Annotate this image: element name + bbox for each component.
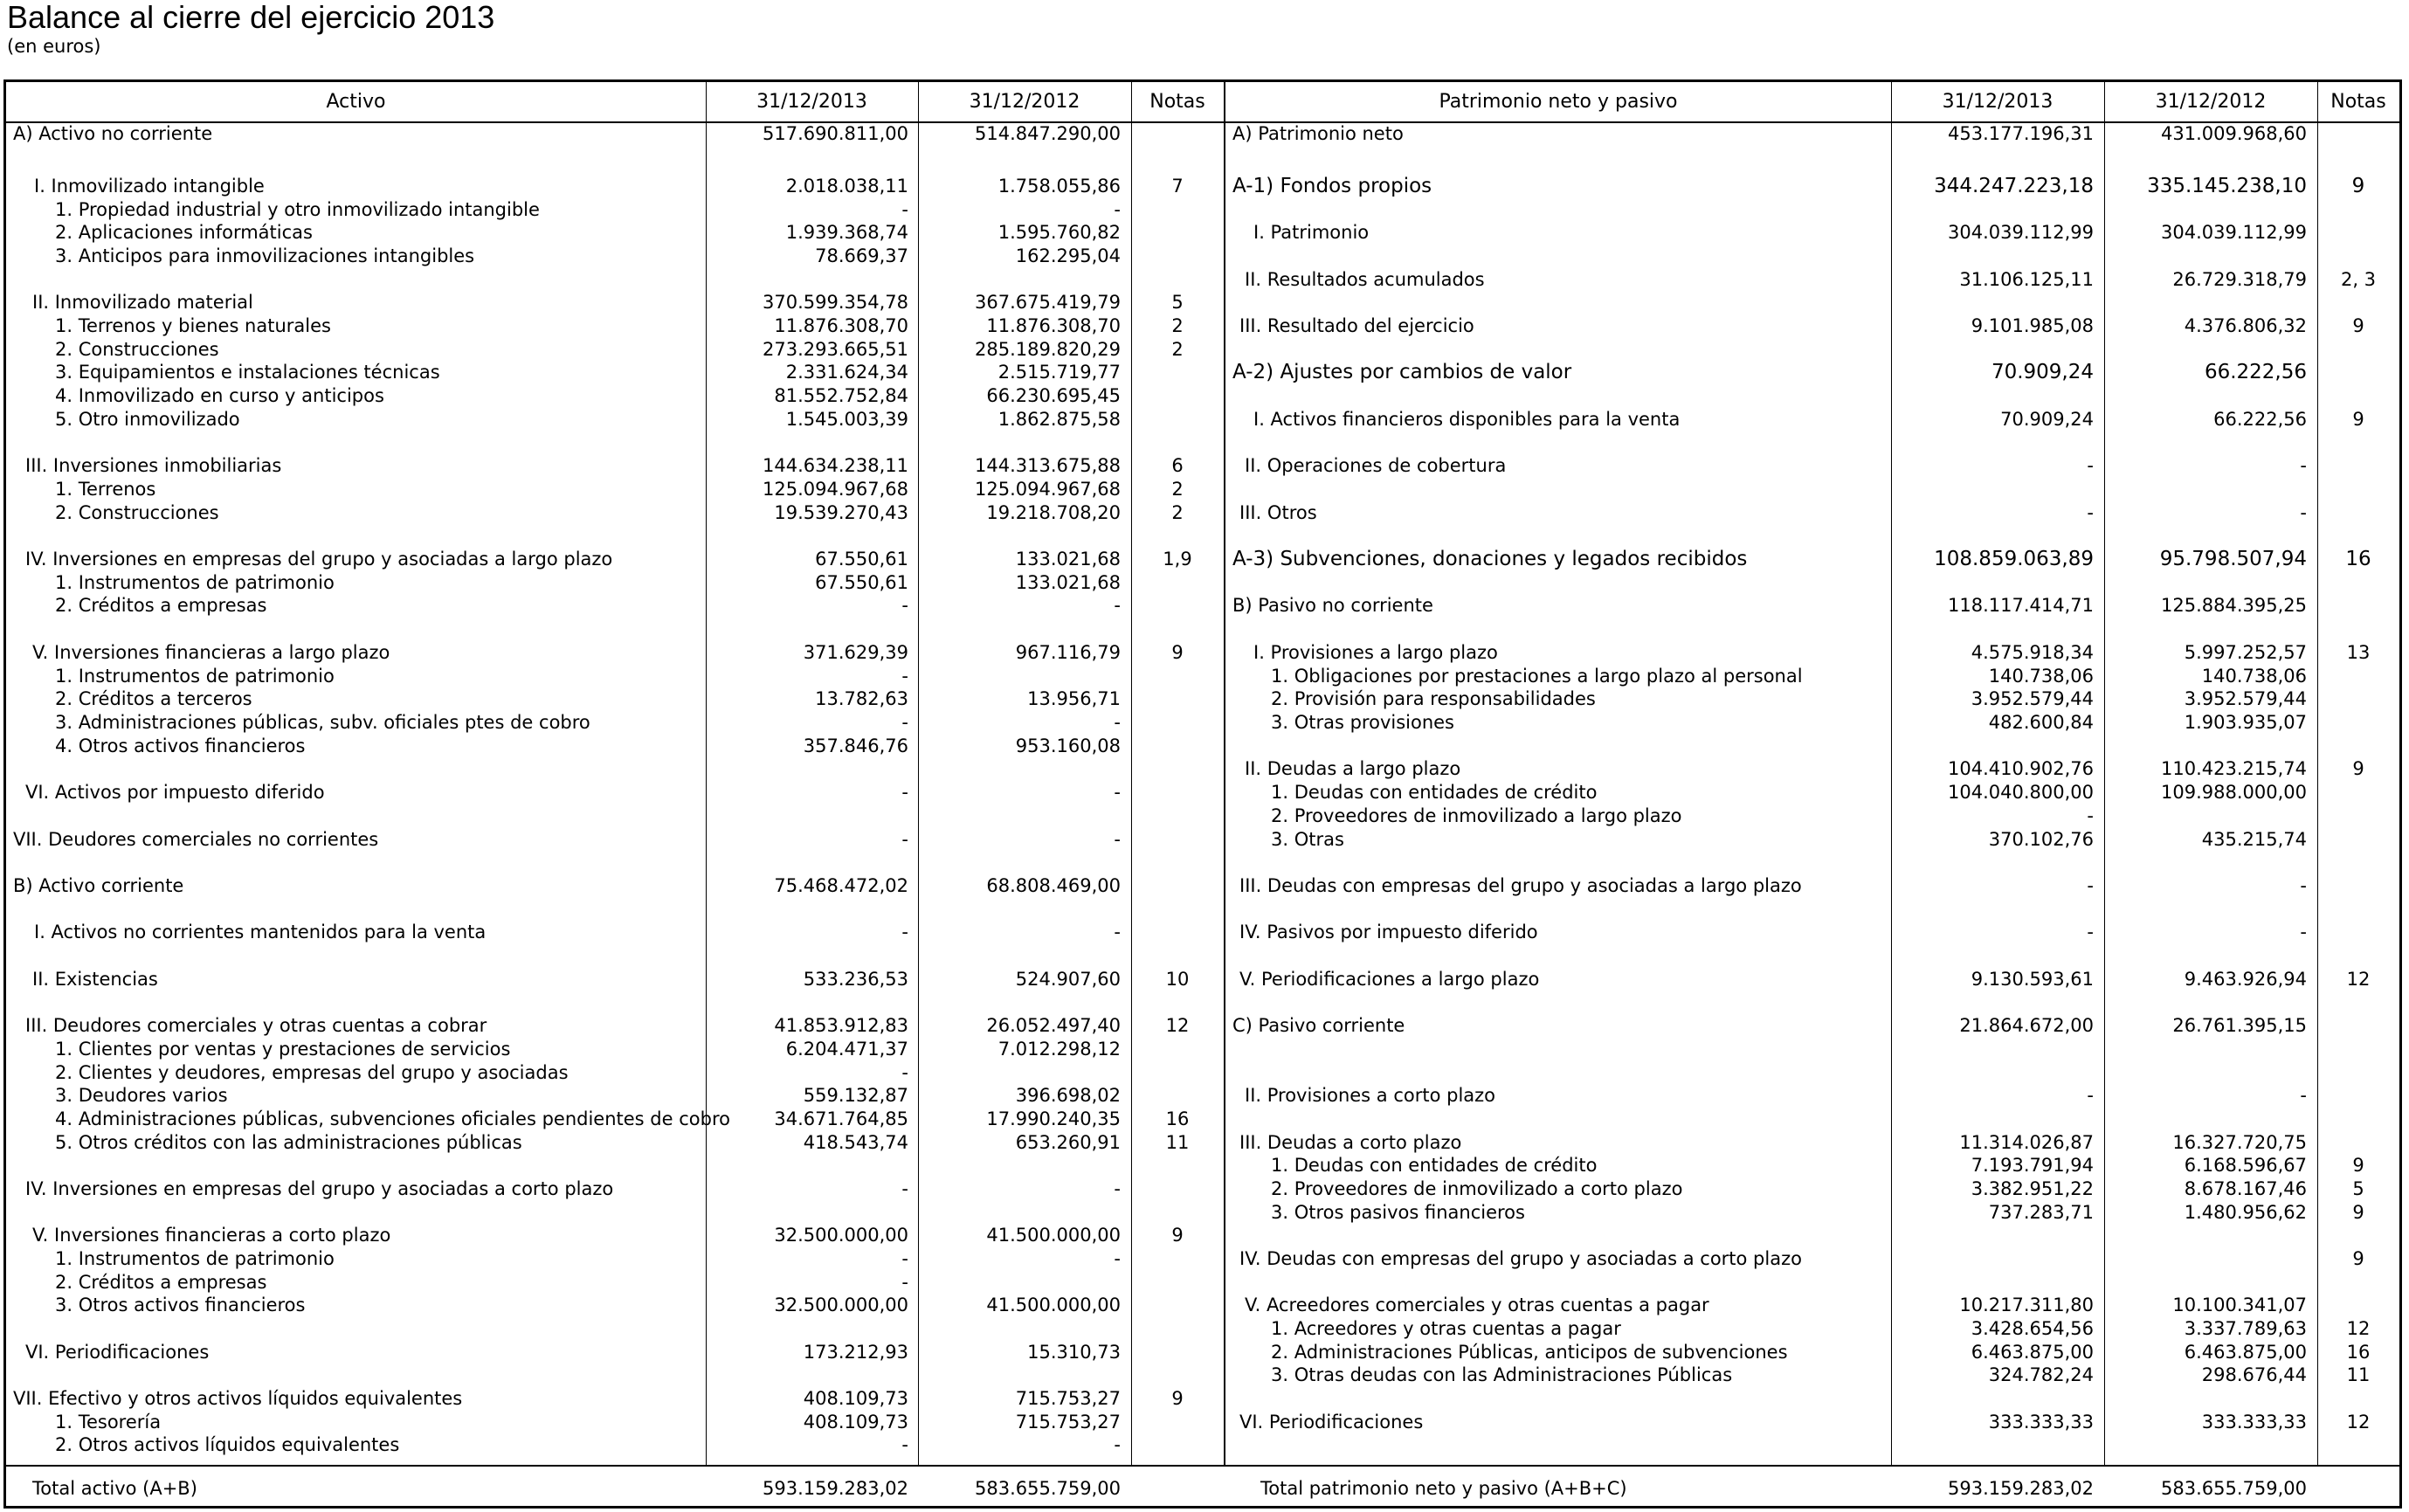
pasivo-value-2012: 10.100.341,07 xyxy=(2172,1295,2307,1315)
activo-row-label: V. Inversiones financieras a largo plazo xyxy=(32,642,390,663)
pasivo-value-2013: - xyxy=(2087,875,2094,896)
activo-value-2013: 408.109,73 xyxy=(803,1388,908,1409)
activo-value-2013: 408.109,73 xyxy=(803,1412,908,1433)
activo-notas: 9 xyxy=(1171,1225,1184,1246)
pasivo-value-2012: 4.376.806,32 xyxy=(2184,315,2307,336)
pasivo-value-2013: 453.177.196,31 xyxy=(1948,123,2094,144)
activo-value-2012: 162.295,04 xyxy=(1015,245,1121,266)
activo-value-2012: 2.515.719,77 xyxy=(997,362,1121,383)
pasivo-value-2012: - xyxy=(2300,455,2307,476)
activo-row-label: VII. Deudores comerciales no corrientes xyxy=(13,829,379,850)
column-divider xyxy=(1131,82,1132,1465)
pasivo-value-2012: 26.761.395,15 xyxy=(2172,1015,2307,1036)
total-activo-2012: 583.655.759,00 xyxy=(975,1478,1121,1499)
activo-value-2012: - xyxy=(1114,1178,1121,1199)
pasivo-value-2013: 104.410.902,76 xyxy=(1948,758,2094,779)
activo-row-label: 2. Construcciones xyxy=(55,502,219,523)
pasivo-value-2012: 95.798.507,94 xyxy=(2159,548,2307,570)
activo-value-2012: - xyxy=(1114,829,1121,850)
pasivo-value-2013: 324.782,24 xyxy=(1988,1364,2094,1385)
pasivo-row-label: II. Provisiones a corto plazo xyxy=(1245,1085,1496,1106)
activo-row-label: 4. Administraciones públicas, subvenciones oficiales pendientes de cobro xyxy=(55,1108,730,1129)
totals-divider xyxy=(6,1465,2399,1467)
pasivo-value-2012: 16.327.720,75 xyxy=(2172,1132,2307,1153)
activo-row-label: 2. Aplicaciones informáticas xyxy=(55,222,313,243)
pasivo-value-2012: - xyxy=(2300,502,2307,523)
activo-value-2013: - xyxy=(901,782,908,803)
activo-row-label: 3. Otros activos financieros xyxy=(55,1295,306,1315)
pasivo-value-2013: 3.428.654,56 xyxy=(1971,1318,2094,1339)
pasivo-value-2012: 304.039.112,99 xyxy=(2161,222,2307,243)
activo-row-label: 2. Construcciones xyxy=(55,339,219,360)
activo-row-label: 3. Anticipos para inmovilizaciones intangibles xyxy=(55,245,475,266)
activo-row-label: IV. Inversiones en empresas del grupo y asociadas a corto plazo xyxy=(25,1178,614,1199)
pasivo-row-label: I. Patrimonio xyxy=(1253,222,1370,243)
activo-notas: 6 xyxy=(1171,455,1184,476)
pasivo-row-label: IV. Deudas con empresas del grupo y asociadas a corto plazo xyxy=(1239,1248,1802,1269)
activo-value-2012: - xyxy=(1114,199,1121,220)
pasivo-value-2013: - xyxy=(2087,922,2094,942)
pasivo-notas: 12 xyxy=(2346,969,2371,990)
activo-row-label: III. Deudores comerciales y otras cuentas a cobrar xyxy=(25,1015,487,1036)
activo-value-2012: 1.862.875,58 xyxy=(997,409,1121,430)
pasivo-value-2013: 70.909,24 xyxy=(1991,361,2094,383)
header-left-2013: 31/12/2013 xyxy=(756,91,867,113)
activo-row-label: IV. Inversiones en empresas del grupo y asociadas a largo plazo xyxy=(25,549,613,570)
activo-value-2013: 67.550,61 xyxy=(815,572,908,593)
pasivo-notas: 9 xyxy=(2352,1155,2364,1176)
pasivo-value-2012: 140.738,06 xyxy=(2201,666,2307,687)
pasivo-row-label: III. Resultado del ejercicio xyxy=(1239,315,1474,336)
activo-value-2013: 1.545.003,39 xyxy=(785,409,908,430)
pasivo-row-label: III. Deudas con empresas del grupo y asociadas a largo plazo xyxy=(1239,875,1802,896)
pasivo-notas: 2, 3 xyxy=(2340,269,2377,290)
pasivo-value-2012: 431.009.968,60 xyxy=(2161,123,2307,144)
activo-value-2013: 144.634.238,11 xyxy=(763,455,908,476)
header-left-notas: Notas xyxy=(1149,91,1205,113)
activo-value-2012: 144.313.675,88 xyxy=(975,455,1121,476)
activo-row-label: VI. Activos por impuesto diferido xyxy=(25,782,325,803)
activo-value-2013: 67.550,61 xyxy=(815,549,908,570)
pasivo-notas: 9 xyxy=(2352,1202,2364,1223)
activo-row-label: 1. Clientes por ventas y prestaciones de servicios xyxy=(55,1039,511,1060)
header-right-notas: Notas xyxy=(2330,91,2386,113)
pasivo-notas: 9 xyxy=(2352,409,2364,430)
pasivo-value-2012: - xyxy=(2300,1085,2307,1106)
activo-value-2012: 41.500.000,00 xyxy=(986,1225,1121,1246)
activo-row-label: 1. Terrenos y bienes naturales xyxy=(55,315,331,336)
pasivo-value-2012: 3.952.579,44 xyxy=(2184,688,2307,709)
pasivo-notas: 9 xyxy=(2352,758,2364,779)
activo-value-2013: 517.690.811,00 xyxy=(763,123,908,144)
activo-notas: 9 xyxy=(1171,642,1184,663)
pasivo-value-2013: 11.314.026,87 xyxy=(1959,1132,2094,1153)
activo-value-2013: - xyxy=(901,199,908,220)
activo-row-label: VII. Efectivo y otros activos líquidos equivalentes xyxy=(13,1388,463,1409)
pasivo-value-2013: 118.117.414,71 xyxy=(1948,595,2094,616)
activo-row-label: 1. Instrumentos de patrimonio xyxy=(55,1248,335,1269)
pasivo-value-2012: 298.676,44 xyxy=(2201,1364,2307,1385)
activo-row-label: I. Activos no corrientes mantenidos para la venta xyxy=(34,922,487,942)
pasivo-row-label: A-2) Ajustes por cambios de valor xyxy=(1232,361,1572,383)
pasivo-value-2013: 3.382.951,22 xyxy=(1971,1178,2094,1199)
activo-row-label: 5. Otros créditos con las administraciones públicas xyxy=(55,1132,522,1153)
pasivo-value-2012: - xyxy=(2300,922,2307,942)
pasivo-row-label: A-3) Subvenciones, donaciones y legados recibidos xyxy=(1232,548,1748,570)
pasivo-row-label: A-1) Fondos propios xyxy=(1232,175,1432,197)
pasivo-row-label: 1. Deudas con entidades de crédito xyxy=(1271,782,1598,803)
activo-value-2013: 19.539.270,43 xyxy=(774,502,908,523)
pasivo-notas: 12 xyxy=(2346,1318,2371,1339)
activo-row-label: 1. Instrumentos de patrimonio xyxy=(55,572,335,593)
activo-value-2013: - xyxy=(901,1178,908,1199)
pasivo-value-2013: 737.283,71 xyxy=(1988,1202,2094,1223)
pasivo-value-2012: 3.337.789,63 xyxy=(2184,1318,2307,1339)
activo-value-2012: 514.847.290,00 xyxy=(975,123,1121,144)
pasivo-value-2013: 9.130.593,61 xyxy=(1971,969,2094,990)
page-title: Balance al cierre del ejercicio 2013 xyxy=(7,0,495,35)
activo-value-2012: 133.021,68 xyxy=(1015,549,1121,570)
activo-value-2013: - xyxy=(901,712,908,733)
activo-row-label: 1. Tesorería xyxy=(55,1412,162,1433)
pasivo-value-2013: 140.738,06 xyxy=(1988,666,2094,687)
pasivo-value-2012: 66.222,56 xyxy=(2213,409,2307,430)
pasivo-row-label: 1. Obligaciones por prestaciones a largo plazo al personal xyxy=(1271,666,1803,687)
activo-row-label: II. Existencias xyxy=(32,969,158,990)
activo-row-label: VI. Periodificaciones xyxy=(25,1342,210,1363)
activo-value-2012: 715.753,27 xyxy=(1015,1388,1121,1409)
pasivo-value-2013: 344.247.223,18 xyxy=(1934,175,2094,197)
activo-notas: 2 xyxy=(1171,315,1184,336)
activo-notas: 9 xyxy=(1171,1388,1184,1409)
pasivo-row-label: I. Provisiones a largo plazo xyxy=(1253,642,1498,663)
pasivo-notas: 16 xyxy=(2346,1342,2371,1363)
total-pasivo-2012: 583.655.759,00 xyxy=(2161,1478,2307,1499)
activo-notas: 2 xyxy=(1171,479,1184,500)
pasivo-row-label: 1. Deudas con entidades de crédito xyxy=(1271,1155,1598,1176)
activo-value-2012: - xyxy=(1114,922,1121,942)
pasivo-value-2013: 4.575.918,34 xyxy=(1971,642,2094,663)
activo-row-label: B) Activo corriente xyxy=(13,875,184,896)
activo-value-2012: 125.094.967,68 xyxy=(975,479,1121,500)
activo-notas: 11 xyxy=(1165,1132,1190,1153)
activo-value-2013: 2.018.038,11 xyxy=(785,176,908,197)
activo-value-2013: 370.599.354,78 xyxy=(763,292,908,313)
activo-value-2013: - xyxy=(901,1272,908,1293)
activo-value-2013: 418.543,74 xyxy=(803,1132,908,1153)
pasivo-value-2013: - xyxy=(2087,805,2094,826)
pasivo-row-label: VI. Periodificaciones xyxy=(1239,1412,1424,1433)
activo-row-label: 1. Instrumentos de patrimonio xyxy=(55,666,335,687)
activo-row-label: 2. Clientes y deudores, empresas del grupo y asociadas xyxy=(55,1062,569,1083)
activo-value-2013: - xyxy=(901,1248,908,1269)
activo-row-label: 4. Inmovilizado en curso y anticipos xyxy=(55,385,384,406)
pasivo-value-2013: 70.909,24 xyxy=(2000,409,2094,430)
pasivo-row-label: 3. Otras provisiones xyxy=(1271,712,1454,733)
activo-row-label: 1. Propiedad industrial y otro inmovilizado intangible xyxy=(55,199,540,220)
activo-value-2012: 953.160,08 xyxy=(1015,735,1121,756)
activo-value-2012: 19.218.708,20 xyxy=(986,502,1121,523)
activo-value-2012: 11.876.308,70 xyxy=(986,315,1121,336)
pasivo-value-2012: 125.884.395,25 xyxy=(2161,595,2307,616)
activo-value-2012: 13.956,71 xyxy=(1027,688,1121,709)
activo-value-2012: 7.012.298,12 xyxy=(997,1039,1121,1060)
activo-row-label: 2. Créditos a empresas xyxy=(55,1272,267,1293)
activo-value-2012: 715.753,27 xyxy=(1015,1412,1121,1433)
pasivo-value-2012: 1.903.935,07 xyxy=(2184,712,2307,733)
activo-notas: 2 xyxy=(1171,339,1184,360)
pasivo-row-label: I. Activos financieros disponibles para la venta xyxy=(1253,409,1681,430)
header-patrimonio: Patrimonio neto y pasivo xyxy=(1439,91,1678,113)
pasivo-row-label: II. Operaciones de cobertura xyxy=(1245,455,1507,476)
pasivo-value-2013: - xyxy=(2087,502,2094,523)
activo-value-2012: 1.595.760,82 xyxy=(997,222,1121,243)
pasivo-row-label: II. Deudas a largo plazo xyxy=(1245,758,1461,779)
activo-row-label: 2. Créditos a empresas xyxy=(55,595,267,616)
pasivo-row-label: IV. Pasivos por impuesto diferido xyxy=(1239,922,1538,942)
activo-value-2012: 41.500.000,00 xyxy=(986,1295,1121,1315)
pasivo-row-label: B) Pasivo no corriente xyxy=(1232,595,1433,616)
pasivo-notas: 9 xyxy=(2351,175,2365,197)
pasivo-value-2013: - xyxy=(2087,455,2094,476)
pasivo-value-2012: 435.215,74 xyxy=(2201,829,2307,850)
activo-value-2012: 1.758.055,86 xyxy=(997,176,1121,197)
balance-table xyxy=(3,79,2402,1509)
total-pasivo-2013: 593.159.283,02 xyxy=(1948,1478,2094,1499)
pasivo-value-2013: 7.193.791,94 xyxy=(1971,1155,2094,1176)
pasivo-value-2012: 1.480.956,62 xyxy=(2184,1202,2307,1223)
pasivo-value-2012: 66.222,56 xyxy=(2204,361,2307,383)
activo-value-2013: 357.846,76 xyxy=(803,735,908,756)
activo-value-2012: 524.907,60 xyxy=(1015,969,1121,990)
pasivo-row-label: II. Resultados acumulados xyxy=(1245,269,1485,290)
activo-value-2013: 6.204.471,37 xyxy=(785,1039,908,1060)
pasivo-notas: 9 xyxy=(2352,315,2364,336)
pasivo-row-label: III. Otros xyxy=(1239,502,1317,523)
pasivo-row-label: A) Patrimonio neto xyxy=(1232,123,1404,144)
activo-row-label: 4. Otros activos financieros xyxy=(55,735,306,756)
pasivo-row-label: 2. Provisión para responsabilidades xyxy=(1271,688,1596,709)
header-activo: Activo xyxy=(326,91,386,113)
activo-value-2013: 273.293.665,51 xyxy=(763,339,908,360)
pasivo-value-2013: 6.463.875,00 xyxy=(1971,1342,2094,1363)
activo-row-label: 2. Créditos a terceros xyxy=(55,688,252,709)
activo-value-2013: 371.629,39 xyxy=(803,642,908,663)
activo-row-label: 2. Otros activos líquidos equivalentes xyxy=(55,1434,400,1455)
activo-value-2012: 26.052.497,40 xyxy=(986,1015,1121,1036)
activo-value-2013: 32.500.000,00 xyxy=(774,1225,908,1246)
pasivo-value-2013: 333.333,33 xyxy=(1988,1412,2094,1433)
activo-value-2013: - xyxy=(901,595,908,616)
header-right-2012: 31/12/2012 xyxy=(2155,91,2267,113)
activo-value-2012: 396.698,02 xyxy=(1015,1085,1121,1106)
activo-value-2013: 13.782,63 xyxy=(815,688,908,709)
pasivo-value-2013: 21.864.672,00 xyxy=(1959,1015,2094,1036)
activo-value-2013: 1.939.368,74 xyxy=(785,222,908,243)
activo-notas: 12 xyxy=(1165,1015,1190,1036)
pasivo-value-2012: 6.168.596,67 xyxy=(2184,1155,2307,1176)
page-subtitle: (en euros) xyxy=(7,36,101,57)
pasivo-value-2013: - xyxy=(2087,1085,2094,1106)
pasivo-value-2013: 31.106.125,11 xyxy=(1959,269,2094,290)
activo-value-2013: - xyxy=(901,1062,908,1083)
activo-notas: 16 xyxy=(1165,1108,1190,1129)
activo-value-2012: 66.230.695,45 xyxy=(986,385,1121,406)
activo-notas: 2 xyxy=(1171,502,1184,523)
activo-value-2013: 173.212,93 xyxy=(803,1342,908,1363)
pasivo-row-label: 3. Otros pasivos financieros xyxy=(1271,1202,1525,1223)
pasivo-row-label: 3. Otras xyxy=(1271,829,1344,850)
section-divider xyxy=(1224,82,1225,1465)
activo-value-2012: - xyxy=(1114,1248,1121,1269)
pasivo-notas: 12 xyxy=(2346,1412,2371,1433)
activo-value-2012: 285.189.820,29 xyxy=(975,339,1121,360)
activo-value-2013: 41.853.912,83 xyxy=(774,1015,908,1036)
pasivo-value-2013: 482.600,84 xyxy=(1988,712,2094,733)
activo-value-2013: 75.468.472,02 xyxy=(774,875,908,896)
header-right-2013: 31/12/2013 xyxy=(1942,91,2054,113)
pasivo-value-2013: 9.101.985,08 xyxy=(1971,315,2094,336)
total-activo-2013: 593.159.283,02 xyxy=(763,1478,908,1499)
activo-row-label: 3. Deudores varios xyxy=(55,1085,228,1106)
activo-notas: 10 xyxy=(1165,969,1190,990)
activo-value-2013: 81.552.752,84 xyxy=(774,385,908,406)
activo-value-2012: 653.260,91 xyxy=(1015,1132,1121,1153)
activo-value-2012: - xyxy=(1114,782,1121,803)
activo-notas: 7 xyxy=(1171,176,1184,197)
pasivo-value-2012: 110.423.215,74 xyxy=(2161,758,2307,779)
pasivo-notas: 5 xyxy=(2352,1178,2364,1199)
activo-row-label: I. Inmovilizado intangible xyxy=(34,176,265,197)
total-activo-label: Total activo (A+B) xyxy=(32,1478,197,1499)
activo-row-label: 3. Administraciones públicas, subv. oficiales ptes de cobro xyxy=(55,712,590,733)
pasivo-value-2012: 333.333,33 xyxy=(2201,1412,2307,1433)
pasivo-value-2012: 5.997.252,57 xyxy=(2184,642,2307,663)
activo-value-2012: - xyxy=(1114,712,1121,733)
activo-value-2013: 34.671.764,85 xyxy=(774,1108,908,1129)
activo-row-label: 1. Terrenos xyxy=(55,479,156,500)
pasivo-value-2012: 6.463.875,00 xyxy=(2184,1342,2307,1363)
pasivo-row-label: V. Acreedores comerciales y otras cuentas a pagar xyxy=(1245,1295,1709,1315)
activo-value-2013: - xyxy=(901,829,908,850)
activo-row-label: II. Inmovilizado material xyxy=(32,292,253,313)
activo-value-2012: 17.990.240,35 xyxy=(986,1108,1121,1129)
activo-value-2013: 78.669,37 xyxy=(815,245,908,266)
activo-value-2013: 125.094.967,68 xyxy=(763,479,908,500)
pasivo-value-2013: 3.952.579,44 xyxy=(1971,688,2094,709)
activo-notas: 1,9 xyxy=(1163,549,1192,570)
pasivo-value-2013: 10.217.311,80 xyxy=(1959,1295,2094,1315)
pasivo-value-2012: 335.145.238,10 xyxy=(2147,175,2307,197)
activo-value-2012: - xyxy=(1114,1434,1121,1455)
activo-value-2013: 32.500.000,00 xyxy=(774,1295,908,1315)
activo-row-label: 5. Otro inmovilizado xyxy=(55,409,240,430)
pasivo-value-2013: 370.102,76 xyxy=(1988,829,2094,850)
activo-value-2012: 68.808.469,00 xyxy=(986,875,1121,896)
pasivo-notas: 11 xyxy=(2346,1364,2371,1385)
activo-row-label: V. Inversiones financieras a corto plazo xyxy=(32,1225,391,1246)
pasivo-value-2012: 8.678.167,46 xyxy=(2184,1178,2307,1199)
pasivo-row-label: 3. Otras deudas con las Administraciones Públicas xyxy=(1271,1364,1733,1385)
activo-value-2012: 15.310,73 xyxy=(1027,1342,1121,1363)
pasivo-row-label: V. Periodificaciones a largo plazo xyxy=(1239,969,1540,990)
pasivo-row-label: 2. Administraciones Públicas, anticipos de subvenciones xyxy=(1271,1342,1788,1363)
pasivo-row-label: 2. Proveedores de inmovilizado a corto plazo xyxy=(1271,1178,1683,1199)
pasivo-row-label: 2. Proveedores de inmovilizado a largo plazo xyxy=(1271,805,1682,826)
pasivo-row-label: C) Pasivo corriente xyxy=(1232,1015,1405,1036)
activo-value-2013: - xyxy=(901,1434,908,1455)
header-left-2012: 31/12/2012 xyxy=(969,91,1080,113)
activo-value-2012: 967.116,79 xyxy=(1015,642,1121,663)
activo-value-2013: - xyxy=(901,922,908,942)
pasivo-value-2012: 109.988.000,00 xyxy=(2161,782,2307,803)
activo-value-2013: 533.236,53 xyxy=(803,969,908,990)
activo-value-2012: - xyxy=(1114,595,1121,616)
activo-value-2013: 2.331.624,34 xyxy=(785,362,908,383)
activo-value-2012: 367.675.419,79 xyxy=(975,292,1121,313)
activo-row-label: 3. Equipamientos e instalaciones técnicas xyxy=(55,362,440,383)
pasivo-value-2012: 26.729.318,79 xyxy=(2172,269,2307,290)
pasivo-value-2012: 9.463.926,94 xyxy=(2184,969,2307,990)
pasivo-value-2012: - xyxy=(2300,875,2307,896)
pasivo-row-label: 1. Acreedores y otras cuentas a pagar xyxy=(1271,1318,1621,1339)
activo-value-2013: - xyxy=(901,666,908,687)
pasivo-notas: 16 xyxy=(2345,548,2371,570)
activo-row-label: A) Activo no corriente xyxy=(13,123,213,144)
pasivo-value-2013: 104.040.800,00 xyxy=(1948,782,2094,803)
total-pasivo-label: Total patrimonio neto y pasivo (A+B+C) xyxy=(1260,1478,1627,1499)
activo-value-2013: 11.876.308,70 xyxy=(774,315,908,336)
activo-row-label: III. Inversiones inmobiliarias xyxy=(25,455,282,476)
pasivo-notas: 9 xyxy=(2352,1248,2364,1269)
pasivo-row-label: III. Deudas a corto plazo xyxy=(1239,1132,1462,1153)
pasivo-notas: 13 xyxy=(2346,642,2371,663)
activo-value-2012: 133.021,68 xyxy=(1015,572,1121,593)
pasivo-value-2013: 304.039.112,99 xyxy=(1948,222,2094,243)
pasivo-value-2013: 108.859.063,89 xyxy=(1934,548,2094,570)
activo-notas: 5 xyxy=(1171,292,1184,313)
activo-value-2013: 559.132,87 xyxy=(803,1085,908,1106)
